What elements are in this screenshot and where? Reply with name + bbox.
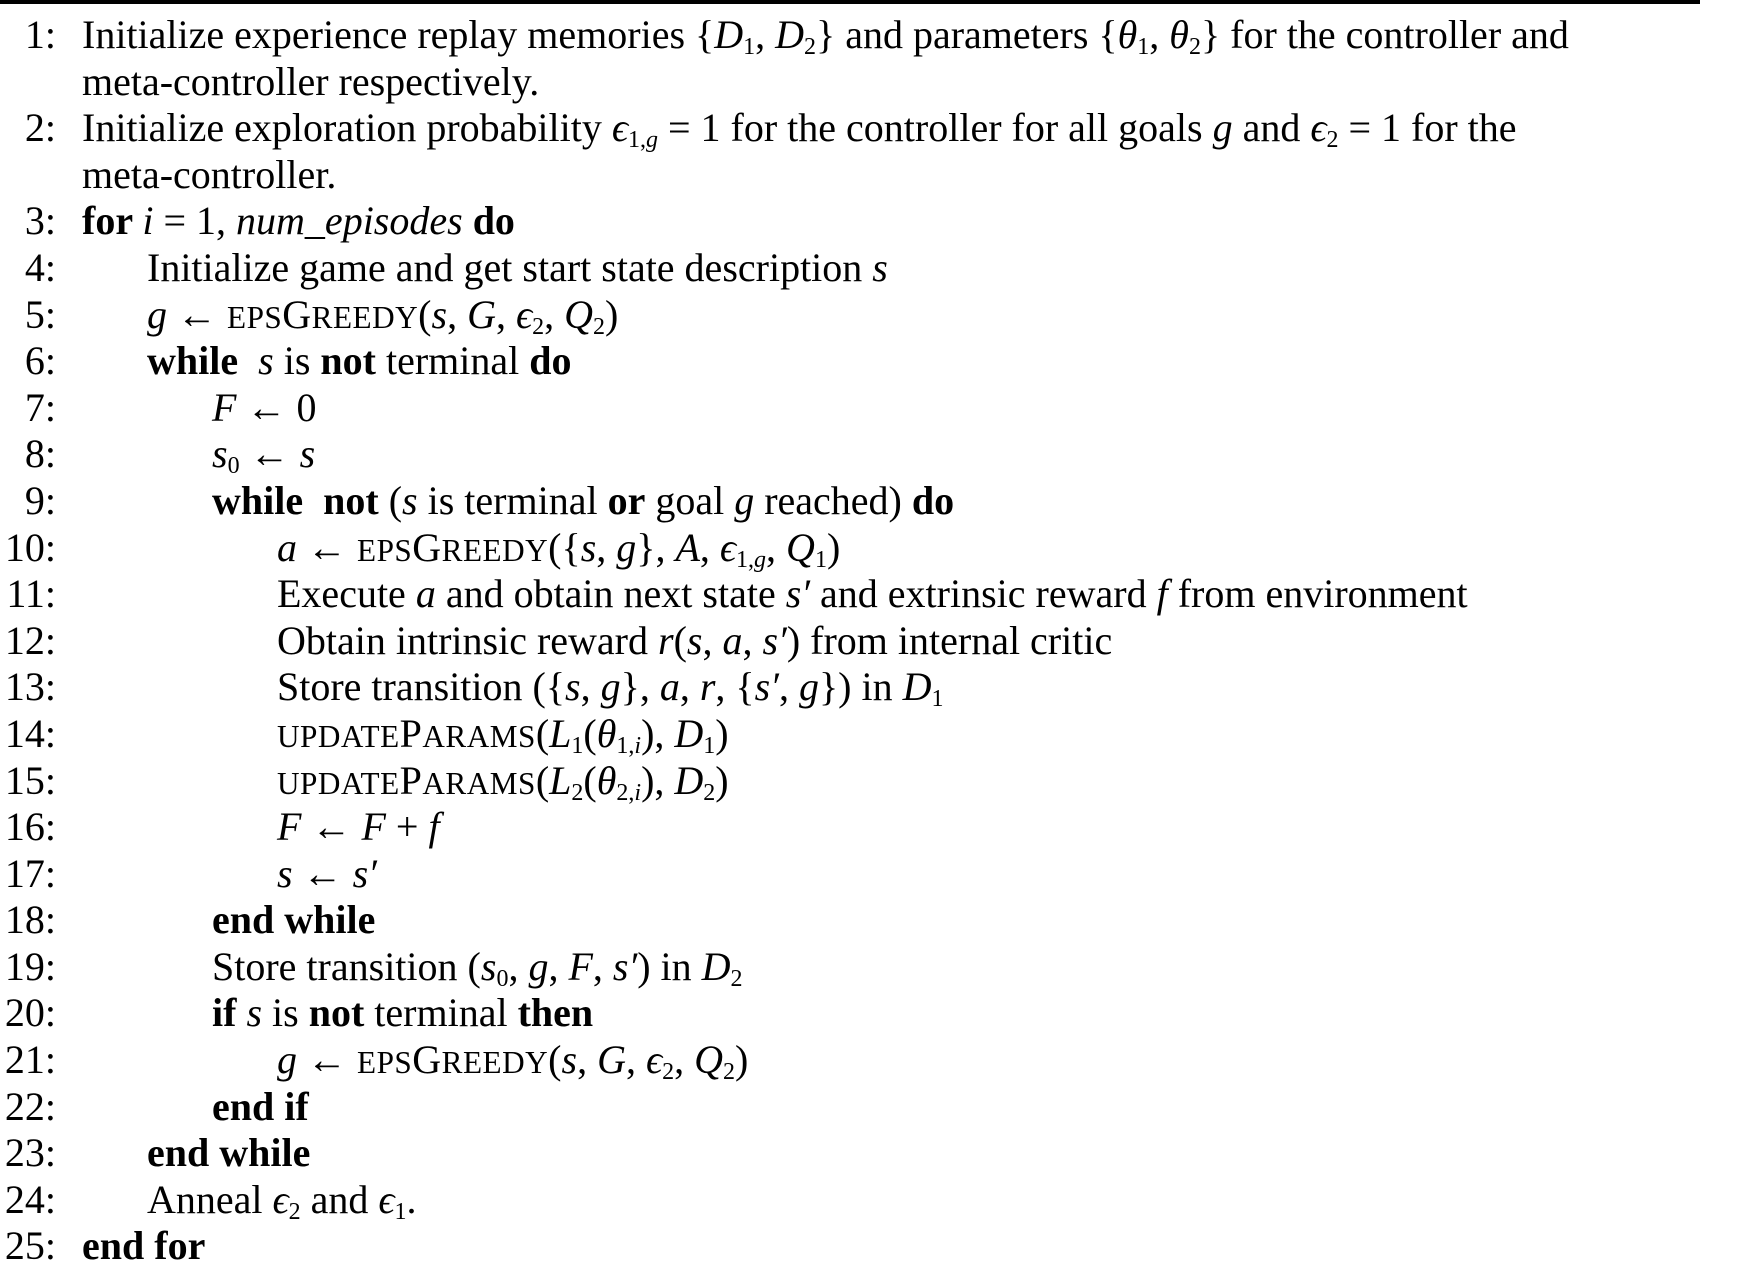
text-segment-r: , xyxy=(625,1037,646,1083)
algorithm-line xyxy=(0,292,1740,339)
text-segment-i: num_episodes xyxy=(236,198,463,244)
text-segment-i: g xyxy=(147,291,167,337)
algorithm-line xyxy=(0,990,1740,1037)
text-segment-r: meta-controller. xyxy=(82,151,337,197)
text-segment-sub: 1, xyxy=(736,546,755,573)
line-number: 10: xyxy=(4,524,56,570)
text-segment-r: Execute xyxy=(277,571,416,617)
statement-text xyxy=(56,198,515,245)
text-segment-sub: 2 xyxy=(722,1059,735,1086)
text-segment-r: , xyxy=(766,524,787,570)
text-segment-i: g xyxy=(528,943,549,989)
text-segment-r: ( xyxy=(378,477,403,523)
text-segment-i: ϵ xyxy=(272,1176,289,1222)
text-segment-i: g xyxy=(1212,105,1233,151)
text-segment-i: ϵ xyxy=(719,524,737,570)
line-number: 7: xyxy=(24,384,56,430)
text-segment-r: , xyxy=(544,291,565,337)
text-segment-sub: 1 xyxy=(931,686,944,713)
text-segment-subi: i xyxy=(634,779,642,806)
text-segment-r: Initialize experience replay memories { xyxy=(82,12,715,57)
text-segment-sub: 1 xyxy=(571,732,584,759)
text-segment-i: s xyxy=(212,431,228,477)
text-segment-i: g xyxy=(277,1037,297,1083)
smallcaps-procedure-name: UPDATEPARAMS xyxy=(277,757,536,803)
text-segment-r: , xyxy=(1149,12,1170,57)
text-segment-r: ) xyxy=(826,524,841,570)
text-segment-b: end for xyxy=(82,1223,206,1268)
text-segment-b: end while xyxy=(147,1130,311,1176)
statement-text xyxy=(56,385,316,432)
text-segment-i: Q xyxy=(694,1037,723,1083)
algorithm-line xyxy=(0,431,1740,478)
algorithm-line xyxy=(0,851,1740,898)
text-segment-i: f xyxy=(428,804,440,850)
statement-text xyxy=(56,851,377,898)
algorithm-line xyxy=(0,758,1740,805)
text-segment-b: if xyxy=(212,990,247,1036)
line-number: 21: xyxy=(4,1037,56,1083)
text-segment-i: s xyxy=(277,850,293,896)
text-segment-i: θ xyxy=(596,710,617,756)
line-number: 20: xyxy=(4,990,56,1036)
text-segment-i: F xyxy=(568,943,593,989)
text-segment-i: s xyxy=(299,431,316,477)
algorithm-line xyxy=(0,1130,1740,1177)
smallcaps-procedure-name: EPSGREEDY xyxy=(357,524,549,570)
text-segment-i: s′ xyxy=(352,850,377,896)
text-segment-b: for xyxy=(82,198,143,244)
text-segment-sub: 1 xyxy=(703,732,716,759)
text-segment-i: g xyxy=(616,524,637,570)
text-segment-r: ← xyxy=(292,850,353,896)
text-segment-r: ← xyxy=(239,431,300,477)
algorithm-line xyxy=(0,12,1740,59)
text-segment-r: , xyxy=(755,12,776,57)
text-segment-r: terminal xyxy=(375,338,530,384)
statement-text xyxy=(56,1084,309,1131)
statement-text xyxy=(56,59,539,106)
text-segment-sub: 1 xyxy=(1137,34,1150,60)
text-segment-r: Initialize game and get start state description xyxy=(147,244,873,290)
line-number: 25: xyxy=(4,1223,56,1268)
text-segment-r: Store transition ({ xyxy=(277,664,566,710)
line-number: 12: xyxy=(4,617,56,663)
text-segment-i: g xyxy=(600,664,621,710)
text-segment-i: F xyxy=(361,804,386,850)
statement-text xyxy=(56,571,1468,618)
statement-text xyxy=(56,338,572,385)
text-segment-i: s xyxy=(580,524,597,570)
text-segment-r: , xyxy=(592,943,613,989)
algorithm-line xyxy=(0,944,1740,991)
text-segment-r: ), xyxy=(641,757,675,803)
text-segment-r: Store transition ( xyxy=(212,943,481,989)
text-segment-i: ϵ xyxy=(378,1176,395,1222)
text-segment-cal: L xyxy=(549,710,572,756)
algorithm-line xyxy=(0,478,1740,525)
text-segment-cal: D xyxy=(701,943,731,989)
text-segment-sub: 1 xyxy=(814,546,827,573)
line-number: 4: xyxy=(24,244,56,290)
text-segment-sub: 2 xyxy=(532,313,545,340)
text-segment-r: ) xyxy=(734,1037,749,1083)
statement-text xyxy=(56,478,954,525)
line-number: 8: xyxy=(24,431,56,477)
text-segment-r: , xyxy=(702,617,723,663)
text-segment-r xyxy=(303,478,323,523)
algorithm-line xyxy=(0,245,1740,292)
text-segment-sub: 2 xyxy=(571,779,584,806)
text-segment-sub: 1 xyxy=(743,34,756,60)
text-segment-r: } for the controller and xyxy=(1200,12,1569,57)
text-segment-b: do xyxy=(462,198,515,244)
line-number: 23: xyxy=(4,1130,56,1176)
statement-text xyxy=(56,618,1112,665)
text-segment-r: Anneal xyxy=(147,1176,273,1222)
text-segment-sub: 2, xyxy=(616,779,635,806)
algorithm-line xyxy=(0,618,1740,665)
text-segment-r: and obtain next state xyxy=(435,571,786,617)
text-segment-b: do xyxy=(911,477,955,523)
text-segment-b: or xyxy=(607,477,646,523)
text-segment-cal: G xyxy=(597,1037,626,1083)
text-segment-r: Initialize exploration probability xyxy=(82,105,612,151)
text-segment-r: goal xyxy=(645,477,735,523)
line-number: 1: xyxy=(24,12,56,57)
text-segment-r: ({ xyxy=(548,524,581,570)
text-segment-r: ) from internal critic xyxy=(786,617,1113,663)
text-segment-r: ( xyxy=(535,757,550,803)
text-segment-r: , xyxy=(679,664,700,710)
text-segment-r: ) in xyxy=(637,943,702,989)
text-segment-r: meta-controller respectively. xyxy=(82,58,540,104)
text-segment-i: s xyxy=(565,664,581,710)
text-segment-r: } and parameters { xyxy=(816,12,1118,57)
text-segment-r: . xyxy=(406,1176,417,1222)
line-number: 5: xyxy=(24,291,56,337)
text-segment-r: terminal xyxy=(364,990,518,1036)
smallcaps-procedure-name: EPSGREEDY xyxy=(227,291,419,337)
text-segment-i: a xyxy=(277,524,297,570)
statement-text xyxy=(56,1130,310,1177)
text-segment-i: ϵ xyxy=(1310,105,1327,151)
algorithm-line xyxy=(0,338,1740,385)
text-segment-r xyxy=(238,338,258,383)
text-segment-r: = 1 for the controller for all goals xyxy=(657,105,1213,151)
algorithm xyxy=(0,4,1740,1268)
smallcaps-procedure-name: UPDATEPARAMS xyxy=(277,710,536,756)
text-segment-r: ( xyxy=(548,1037,562,1083)
text-segment-i: θ xyxy=(1169,12,1189,57)
text-segment-sub: 2 xyxy=(730,965,743,992)
text-segment-i: g xyxy=(734,477,755,523)
statement-text xyxy=(56,245,888,292)
text-segment-r: is xyxy=(262,990,309,1036)
text-segment-sub: 2 xyxy=(662,1059,675,1086)
line-number: 14: xyxy=(4,710,56,756)
line-number: 13: xyxy=(4,664,56,710)
text-segment-r: }) in xyxy=(818,664,903,710)
text-segment-i: r xyxy=(658,617,674,663)
text-segment-i: θ xyxy=(1117,12,1138,57)
text-segment-r: , xyxy=(742,617,763,663)
text-segment-i: s xyxy=(872,244,888,290)
algorithm-line xyxy=(0,525,1740,572)
text-segment-i: s xyxy=(246,990,263,1036)
algorithm-line xyxy=(0,198,1740,245)
text-segment-b: while xyxy=(147,338,239,384)
statement-text xyxy=(56,897,375,944)
line-number: 22: xyxy=(4,1083,56,1129)
text-segment-i: a xyxy=(659,664,680,710)
text-segment-b: do xyxy=(529,338,572,384)
text-segment-r: is xyxy=(273,338,321,384)
statement-text xyxy=(56,1223,205,1268)
text-segment-i: ϵ xyxy=(645,1037,663,1083)
algorithm-line xyxy=(0,1084,1740,1131)
text-segment-i: s′ xyxy=(754,664,779,710)
text-segment-i: θ xyxy=(596,757,617,803)
text-segment-r: ) xyxy=(604,291,619,337)
text-segment-r: , xyxy=(548,943,569,989)
text-segment-i: s′ xyxy=(762,617,787,663)
algorithm-line xyxy=(0,897,1740,944)
text-segment-i: ϵ xyxy=(611,105,628,151)
text-segment-i: s xyxy=(431,291,448,337)
text-segment-r: ( xyxy=(535,710,550,756)
text-segment-i: s xyxy=(561,1037,578,1083)
text-segment-i: s xyxy=(402,477,418,523)
text-segment-sub: 1, xyxy=(627,127,646,154)
text-segment-r: , xyxy=(580,664,601,710)
text-segment-r: ← xyxy=(301,804,362,850)
algorithm-line xyxy=(0,804,1740,851)
text-segment-i: F xyxy=(277,804,302,850)
text-segment-b: not xyxy=(308,990,365,1036)
text-segment-b: end if xyxy=(212,1083,309,1129)
text-segment-sub: 2 xyxy=(592,313,605,340)
text-segment-r: ) xyxy=(715,757,729,803)
text-segment-b: not xyxy=(320,338,376,384)
text-segment-i: i xyxy=(142,198,154,244)
text-segment-r: = 1 for the xyxy=(1338,105,1517,151)
text-segment-r: = 1, xyxy=(153,198,237,244)
text-segment-sub: 0 xyxy=(496,965,509,992)
text-segment-r: }, xyxy=(636,524,676,570)
text-segment-i: a xyxy=(722,617,743,663)
text-segment-r: ( xyxy=(418,291,432,337)
text-segment-r: ( xyxy=(583,710,597,756)
text-segment-i: s′ xyxy=(612,943,638,989)
text-segment-r: , xyxy=(447,291,468,337)
text-segment-b: end while xyxy=(212,897,376,943)
text-segment-sub: 0 xyxy=(227,453,240,480)
text-segment-r: ← 0 xyxy=(236,384,317,430)
text-segment-cal: G xyxy=(467,291,496,337)
text-segment-sub: 2 xyxy=(703,779,716,806)
text-segment-i: r xyxy=(699,664,716,710)
text-segment-i: s′ xyxy=(785,571,811,617)
line-number: 6: xyxy=(24,338,56,384)
line-number: 24: xyxy=(4,1176,56,1222)
text-segment-r: from environment xyxy=(1167,571,1468,617)
text-segment-i: s xyxy=(258,338,274,384)
text-segment-i: Q xyxy=(786,524,815,570)
text-segment-b: then xyxy=(517,990,594,1036)
line-number: 9: xyxy=(24,477,56,523)
text-segment-r: ), xyxy=(641,710,675,756)
text-segment-i: g xyxy=(798,664,819,710)
text-segment-cal: D xyxy=(674,757,704,803)
text-segment-i: a xyxy=(415,571,436,617)
text-segment-sub: 2 xyxy=(804,34,817,60)
text-segment-i: F xyxy=(212,384,237,430)
text-segment-r: is terminal xyxy=(417,477,608,523)
text-segment-sub: 2 xyxy=(1188,34,1201,60)
text-segment-cal: D xyxy=(902,664,932,710)
text-segment-subi: g xyxy=(754,546,767,573)
line-number: 19: xyxy=(4,943,56,989)
text-segment-r: , { xyxy=(715,664,755,710)
algorithm-line xyxy=(0,105,1740,152)
text-segment-sub: 2 xyxy=(1326,127,1339,154)
text-segment-r: reached) xyxy=(754,477,912,523)
text-segment-r: and xyxy=(300,1176,379,1222)
text-segment-r: , xyxy=(508,943,529,989)
text-segment-r: ( xyxy=(583,757,597,803)
text-segment-i: f xyxy=(1156,571,1168,617)
text-segment-b: not xyxy=(323,477,379,523)
text-segment-r: }, xyxy=(620,664,660,710)
line-number: 3: xyxy=(24,198,56,244)
text-segment-cal: D xyxy=(674,710,704,756)
text-segment-r: , xyxy=(495,291,516,337)
text-segment-cal: A xyxy=(675,524,700,570)
text-segment-r: , xyxy=(674,1037,695,1083)
text-segment-i: Q xyxy=(564,291,593,337)
text-segment-r: ← xyxy=(297,524,357,570)
text-segment-r: , xyxy=(596,524,617,570)
text-segment-r: ← xyxy=(297,1037,357,1083)
text-segment-cal: L xyxy=(549,757,572,803)
algorithm-line xyxy=(0,1037,1740,1084)
text-segment-r: ← xyxy=(167,291,227,337)
line-number: 17: xyxy=(4,850,56,896)
line-number: 2: xyxy=(24,105,56,151)
text-segment-i: s xyxy=(686,617,703,663)
statement-text xyxy=(56,804,440,851)
algorithm-line xyxy=(0,385,1740,432)
text-segment-r: , xyxy=(577,1037,598,1083)
text-segment-b: while xyxy=(212,477,304,523)
text-segment-r: and xyxy=(1232,105,1311,151)
smallcaps-procedure-name: EPSGREEDY xyxy=(357,1037,549,1083)
text-segment-sub: 2 xyxy=(288,1198,301,1225)
text-segment-r: + xyxy=(385,804,429,850)
text-segment-sub: 1 xyxy=(394,1198,407,1225)
line-number: 18: xyxy=(4,897,56,943)
text-segment-i: ϵ xyxy=(515,291,533,337)
line-number: 16: xyxy=(4,804,56,850)
text-segment-r: , xyxy=(699,524,720,570)
text-segment-r: ( xyxy=(673,617,687,663)
text-segment-r: ) xyxy=(715,710,729,756)
text-segment-cal: D xyxy=(775,12,805,57)
statement-text xyxy=(56,990,593,1037)
algorithm-line xyxy=(0,571,1740,618)
text-segment-subi: i xyxy=(634,732,642,759)
text-segment-r: Obtain intrinsic reward xyxy=(277,617,658,663)
text-segment-sub: 1, xyxy=(616,732,635,759)
text-segment-r: and extrinsic reward xyxy=(810,571,1157,617)
algorithm-line xyxy=(0,1177,1740,1224)
statement-text xyxy=(56,152,336,199)
text-segment-i: s xyxy=(480,943,497,989)
text-segment-cal: D xyxy=(714,12,744,57)
line-number: 11: xyxy=(6,571,56,617)
line-number: 15: xyxy=(4,757,56,803)
text-segment-r: , xyxy=(778,664,799,710)
text-segment-subi: g xyxy=(645,127,658,154)
algorithm-line xyxy=(0,664,1740,711)
